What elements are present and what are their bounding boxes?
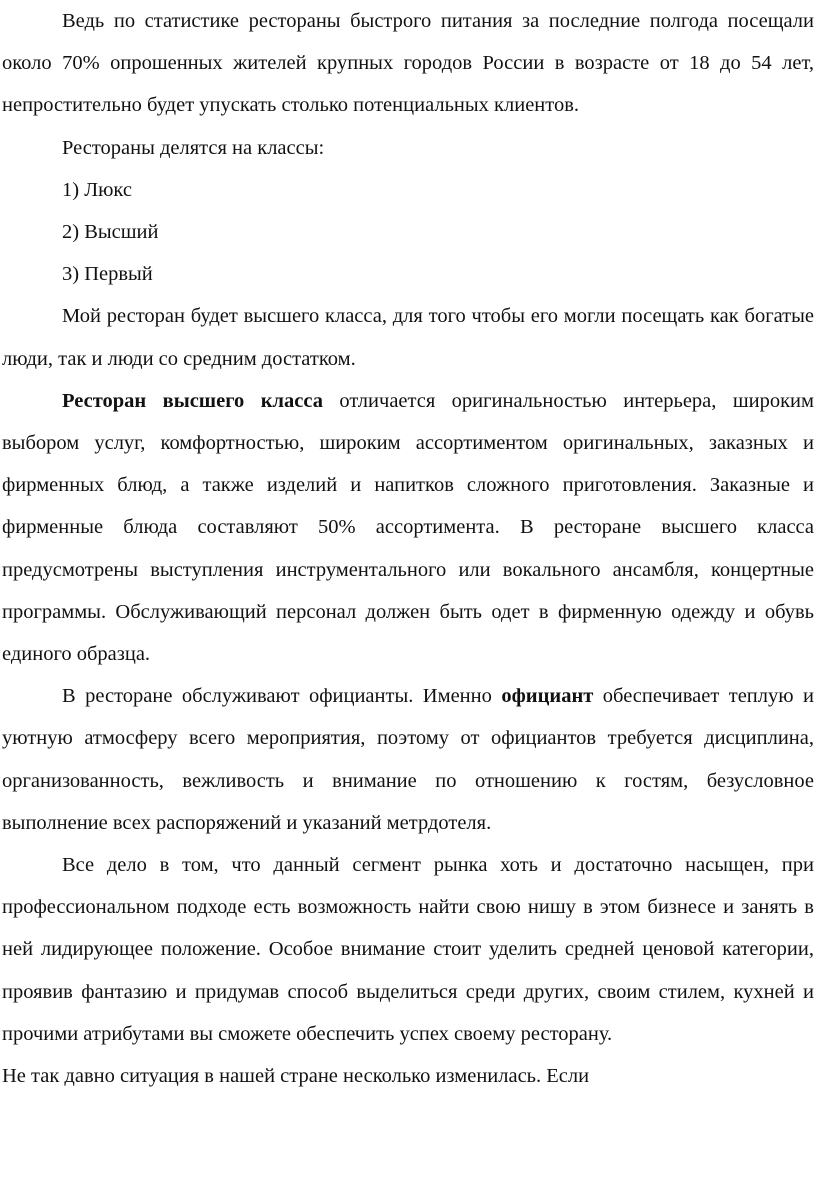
list-item-first: 3) Первый bbox=[62, 263, 153, 286]
bold-term-highest-class: Ресторан высшего класса bbox=[62, 389, 323, 412]
bold-term-waiter: официант bbox=[501, 685, 594, 708]
paragraph-market-segment: Все дело в том, что данный сегмент рынка хоть и достаточно насыщен, при профессиональном подходе есть возможность найти свою нишу в этом бизнесе и занять в ней лидирующее положение. Особое внимание стоит уделить средней ценовой категории, проявив фантазию и придумав способ выделиться среди других, своим стилем, кухней и прочими атрибутами вы сможете обеспечить успех своему ресторану. bbox=[2, 854, 814, 1045]
paragraph-highest-class bbox=[2, 380, 814, 675]
paragraph-waiters-start: В ресторане обслуживают официанты. Именно bbox=[62, 685, 502, 708]
document-page bbox=[2, 0, 814, 1097]
paragraph-situation: Не так давно ситуация в нашей стране несколько изменилась. Если bbox=[2, 1065, 590, 1088]
paragraph-waiters bbox=[2, 675, 814, 844]
paragraph-waiters-text: обеспечивает теплую и уютную атмосферу всего мероприятия, поэтому от официантов требуется дисциплина, организованность, вежливость и внимание по отношению к гостям, безусловное выполнение всех распоряжений и указаний метрдотеля. bbox=[2, 685, 814, 834]
paragraph-highest-class-text: отличается оригинальностью интерьера, широким выбором услуг, комфортностью, широким ассортиментом оригинальных, заказных и фирменных блюд, а также изделий и напитков сложного приготовления. Заказные и фирменные блюда составляют 50% ассортимента. В ресторане высшего класса предусмотрены выступления инструментального или вокального ансамбля, концертные программы. Обслуживающий персонал должен быть одет в фирменную одежду и обувь единого образца. bbox=[2, 389, 814, 666]
list-item-lux: 1) Люкс bbox=[62, 178, 132, 201]
paragraph-statistics: Ведь по статистике рестораны быстрого питания за последние полгода посещали около 70% опрошенных жителей крупных городов России в возрасте от 18 до 54 лет, непростительно будет упускать столько потенциальных клиентов. bbox=[2, 10, 814, 117]
list-item-highest: 2) Высший bbox=[62, 221, 159, 244]
paragraph-my-restaurant: Мой ресторан будет высшего класса, для того чтобы его могли посещать как богатые люди, так и люди со средним достатком. bbox=[2, 305, 814, 370]
paragraph-classes-intro: Рестораны делятся на классы: bbox=[62, 136, 325, 159]
